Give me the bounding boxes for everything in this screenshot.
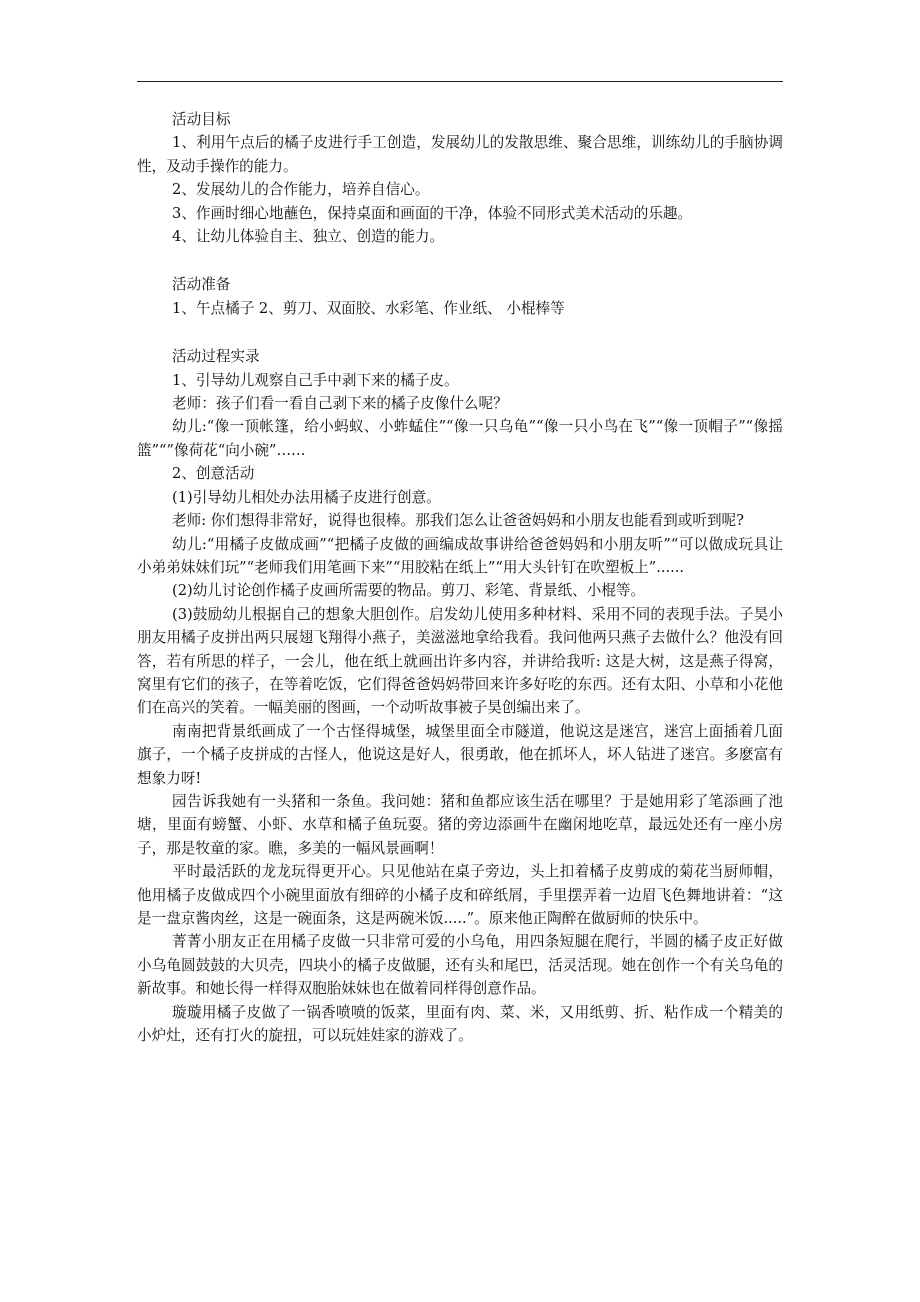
paragraph: 园告诉我她有一头猪和一条鱼。我问她：猪和鱼都应该生活在哪里？于是她用彩了笔添画了池塘，里面有螃蟹、小虾、水草和橘子鱼玩耍。猪的旁边添画牛在幽闲地吃草，最远处还有一座小房子，那是牧童的家。瞧，多美的一幅风景画啊！ — [137, 792, 783, 857]
paragraph: 平时最活跃的龙龙玩得更开心。只见他站在桌子旁边，头上扣着橘子皮剪成的菊花当厨师帽，他用橘子皮做成四个小碗里面放有细碎的小橘子皮和碎纸屑，手里摆弄着一边眉飞色舞地讲着：“这是一盘京酱肉丝，这是一碗面条，这是两碗米饭.....”。原来他正陶醉在做厨师的快乐中。 — [137, 863, 783, 927]
paragraph: 老师: 你们想得非常好，说得也很棒。那我们怎么让爸爸妈妈和小朋友也能看到或听到呢? — [172, 512, 744, 530]
paragraph: 璇璇用橘子皮做了一锅香喷喷的饭菜，里面有肉、菜、米，又用纸剪、折、粘作成一个精美的小炉灶，还有打火的旋扭，可以玩娃娃家的游戏了。 — [137, 1003, 783, 1045]
paragraph: (2)幼儿讨论创作橘子皮画所需要的物品。剪刀、彩笔、背景纸、小棍等。 — [172, 582, 646, 600]
paragraph: 1、午点橘子 2、剪刀、双面胶、水彩笔、作业纸、 小棍棒等 — [172, 299, 565, 317]
paragraph: (1)引导幼儿相处办法用橘子皮进行创意。 — [172, 488, 441, 506]
section-heading: 活动过程实录 — [172, 348, 260, 366]
paragraph: 幼儿:“像一顶帐篷，给小蚂蚁、小蚱蜢住”“像一只乌龟”“像一只小鸟在飞”“像一顶帽子”“像摇篮”“”像荷花“向小碗”…… — [137, 418, 783, 459]
paragraph: 4、让幼儿体验自主、独立、创造的能力。 — [172, 228, 445, 246]
header-rule — [137, 81, 783, 82]
paragraph: 1、利用午点后的橘子皮进行手工创造，发展幼儿的发散思维、聚合思维，训练幼儿的手脑协调性，及动手操作的能力。 — [137, 134, 783, 175]
paragraph: 2、创意活动 — [172, 465, 255, 483]
document-body — [137, 108, 783, 1047]
paragraph: 2、发展幼儿的合作能力，培养自信心。 — [172, 181, 430, 199]
paragraph: 3、作画时细心地蘸色，保持桌面和画面的干净，体验不同形式美术活动的乐趣。 — [172, 204, 693, 222]
paragraph: 1、引导幼儿观察自己手中剥下来的橘子皮。 — [172, 371, 459, 389]
section-heading: 活动准备 — [172, 276, 231, 294]
paragraph: 南南把背景纸画成了一个古怪得城堡，城堡里面全市隧道，他说这是迷宫，迷宫上面插着几面旗子，一个橘子皮拼成的古怪人，他说这是好人，很勇敢，他在抓坏人，坏人钻进了迷宫。多麽富有想象力呀! — [137, 722, 783, 787]
paragraph: 老师：孩子们看一看自己剥下来的橘子皮像什么呢？ — [172, 395, 508, 413]
paragraph: 菁菁小朋友正在用橘子皮做一只非常可爱的小乌龟，用四条短腿在爬行，半圆的橘子皮正好做小乌龟圆鼓鼓的大贝壳，四块小的橘子皮做腿，还有头和尾巴，活灵活现。她在创作一个有关乌龟的新故事。和她长得一样得双胞胎妹妹也在做着同样得创意作品。 — [137, 933, 783, 998]
paragraph: 幼儿:“用橘子皮做成画”“把橘子皮做的画编成故事讲给爸爸妈妈和小朋友听”“可以做成玩具让小弟弟妹妹们玩”“老师我们用笔画下来”“用胶粘在纸上”“用大头针钉在吹塑板上”...... — [137, 535, 783, 576]
paragraph: (3)鼓励幼儿根据自己的想象大胆创作。启发幼儿使用多种材料、采用不同的表现手法。子昊小朋友用橘子皮拼出两只展翅飞翔得小燕子，美滋滋地拿给我看。我问他两只燕子去做什么？他没有回答，若有所思的样子，一会儿，他在纸上就画出许多内容，并讲给我听: 这是大树，这是燕子得窝，窝里有它们的孩子，在等着吃饭，它们得爸爸妈妈带回来许多好吃的东西。还有太阳、小草和小花他们在高兴的笑着。一幅美丽的图画，一个动听故事被子昊创编出来了。 — [137, 605, 783, 717]
section-heading: 活动目标 — [172, 111, 231, 128]
